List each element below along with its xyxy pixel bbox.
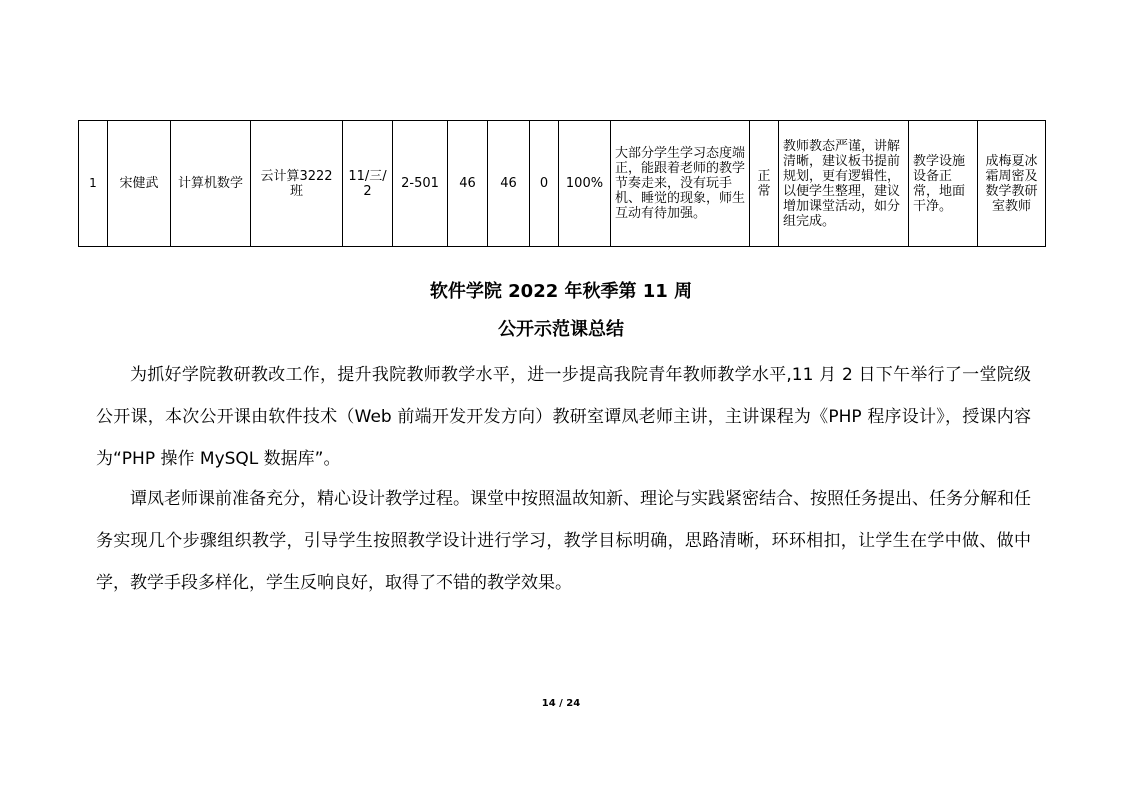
course-cell: 计算机数学 xyxy=(171,121,251,247)
paragraph: 谭凤老师课前准备充分，精心设计教学过程。课堂中按照温故知新、理论与实践紧密结合、按照任务提出、任务分解和任务实现几个步骤组织教学，引导学生按照教学设计进行学习，教学目标明确，思路清晰，环环相扣，让学生在学中做、做中学，教学手段多样化，学生反响良好，取得了不错的教学效果。 xyxy=(96,489,1031,593)
order-status-cell: 正常 xyxy=(750,121,779,247)
enrolled-count-cell: 46 xyxy=(448,121,488,247)
class-cell: 云计算3222班 xyxy=(251,121,343,247)
time-cell: 11/三/2 xyxy=(343,121,393,247)
document-subtitle: 公开示范课总结 xyxy=(498,319,624,340)
facility-comment-cell: 教学设施设备正常，地面干净。 xyxy=(909,121,978,247)
row-index-cell: 1 xyxy=(79,121,108,247)
document-title: 软件学院 2022 年秋季第 11 周 xyxy=(429,281,693,302)
teacher-cell: 宋健武 xyxy=(108,121,171,247)
student-comment-cell: 大部分学生学习态度端正，能跟着老师的教学节奏走来，没有玩手机、睡觉的现象，师生互动有待加强。 xyxy=(611,121,750,247)
teacher-comment-cell: 教师教态严谨，讲解清晰，建议板书提前规划，更有逻辑性，以便学生整理，建议增加课堂活动，如分组完成。 xyxy=(779,121,909,247)
attendance-rate-cell: 100% xyxy=(559,121,611,247)
inspectors-cell: 成梅夏冰霜周密及数学教研室教师 xyxy=(978,121,1046,247)
absent-count-cell: 0 xyxy=(530,121,559,247)
table-row xyxy=(79,121,1046,247)
room-cell: 2-501 xyxy=(393,121,448,247)
paragraph: 为抓好学院教研教改工作，提升我院教师教学水平，进一步提高我院青年教师教学水平,11 月 2 日下午举行了一堂院级公开课，本次公开课由软件技术（Web 前端开发开发方向）教研室谭凤老师主讲，主讲课程为《PHP 程序设计》，授课内容为“PHP 操作 MySQL 数据库”。 xyxy=(96,365,1031,469)
page-number: 14 / 24 xyxy=(541,698,581,709)
attended-count-cell: 46 xyxy=(488,121,530,247)
lecture-inspection-table xyxy=(78,120,1046,247)
